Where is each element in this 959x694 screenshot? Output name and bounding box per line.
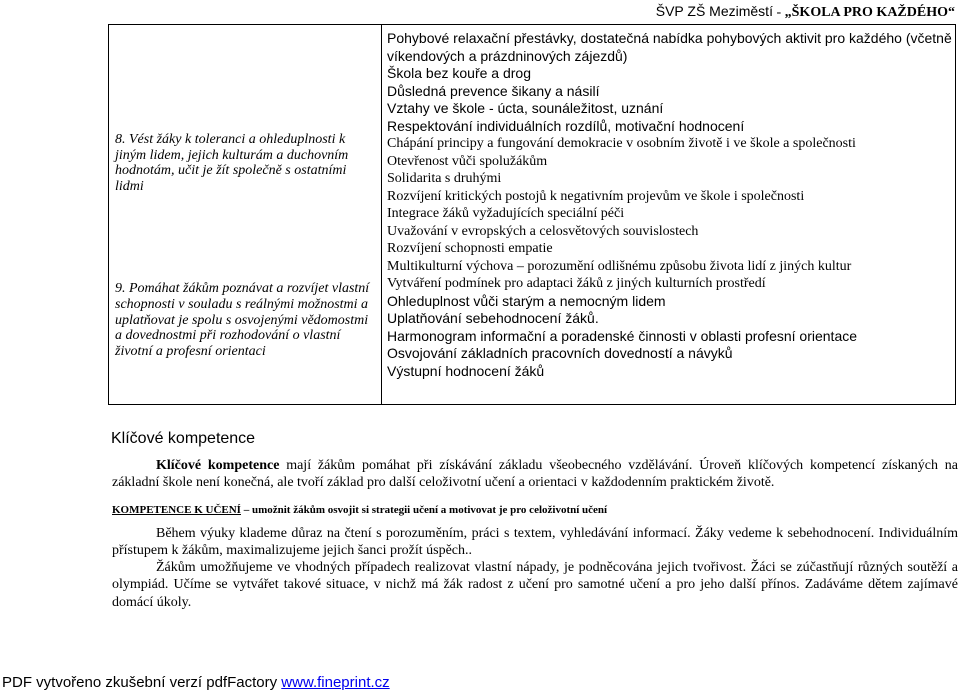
- competence-title: [112, 504, 607, 516]
- footer-link[interactable]: www.fineprint.cz: [281, 674, 390, 691]
- header-separator: -: [772, 5, 785, 20]
- goals-table: [108, 24, 956, 405]
- strategies-list: [387, 25, 955, 404]
- list-item: Rozvíjení schopnosti empatie: [387, 241, 553, 256]
- list-item: Pohybové relaxační přestávky, dostatečná nabídka pohybových aktivit pro každého (včetně: [387, 30, 952, 46]
- intro-paragraph: [112, 457, 958, 492]
- goal-8: 8. Vést žáky k toleranci a ohleduplnosti k jiným lidem, jejich kulturám a duchovním hodnotám, učit je žít společně s ostatními lidmi: [115, 132, 349, 194]
- competence-name: KOMPETENCE K UČENÍ: [112, 504, 241, 516]
- goals-column: [109, 25, 382, 405]
- list-item: Výstupní hodnocení žáků: [387, 362, 545, 379]
- competence-description: – umožnit žákům osvojit si strategii učení a motivovat je pro celoživotní učení: [240, 504, 608, 516]
- paragraph-creativity-text: Žákům umožňujeme ve vhodných případech realizovat vlastní nápady, je podněcována jejich tvořivost. Žáci se zúčastňují různých soutěží a olympiád. Učíme se vytvářet takové situace, v nichž má žák radost z učení pro samotné učení a pro jeho další přínos. Zadáváme dětem zajímavé domácí úkoly.: [112, 560, 958, 610]
- list-item: Uplatňování sebehodnocení žáků.: [387, 310, 599, 326]
- paragraph-creativity: [112, 559, 958, 611]
- intro-bold-term: Klíčové kompetence: [156, 458, 280, 473]
- list-item: Respektování individuálních rozdílů, motivační hodnocení: [387, 117, 745, 134]
- list-item: Otevřenost vůči spolužákům: [387, 153, 548, 169]
- list-item: Osvojování základních pracovních dovedností a návyků: [387, 345, 733, 361]
- list-item: víkendových a prázdninových zájezdů): [387, 47, 628, 64]
- paragraph-reading-text: Během výuky klademe důraz na čtení s porozuměním, práci s textem, vyhledávání informací. Žáky vedeme k sebehodnocení. Individuálním přístupem k žákům, maximalizujeme jejich šanci prožít úspěch..: [112, 526, 958, 559]
- list-item: Chápání principy a fungování demokracie v osobním životě i ve škole a společnosti: [387, 136, 856, 151]
- list-item: Multikulturní výchova – porozumění odlišnému způsobu života lidí z jiných kultur: [387, 258, 852, 274]
- pdf-footer: [2, 674, 390, 691]
- header-school-name: ŠVP ZŠ Meziměstí: [655, 3, 773, 19]
- header-program-name: „ŠKOLA PRO KAŽDÉHO“: [784, 5, 955, 20]
- list-item: Integrace žáků vyžadujících speciální péči: [387, 206, 625, 221]
- strategies-column: [382, 25, 956, 405]
- document-header: [656, 3, 955, 21]
- intro-text: mají žákům pomáhat při získávání základu všeobecného vzdělávání. Úroveň klíčových kompetencí získaných na základní škole není konečná, ale tvoří základ pro další celoživotní učení a orientaci v každodenním praktickém životě.: [112, 458, 959, 491]
- section-heading: Klíčové kompetence: [111, 430, 256, 447]
- list-item: Rozvíjení kritických postojů k negativním projevům ve škole i společnosti: [387, 188, 805, 204]
- list-item: Vztahy ve škole - úcta, sounáležitost, uznání: [387, 100, 664, 116]
- paragraph-reading: [112, 525, 958, 560]
- list-item: Harmonogram informační a poradenské činnosti v oblasti profesní orientace: [387, 327, 858, 344]
- list-item: Uvažování v evropských a celosvětových souvislostech: [387, 223, 699, 239]
- table-row: [109, 25, 956, 405]
- list-item: Solidarita s druhými: [387, 171, 502, 186]
- list-item: Vytváření podmínek pro adaptaci žáků z jiných kulturních prostředí: [387, 276, 766, 291]
- list-item: Škola bez kouře a drog: [387, 65, 531, 81]
- list-item: Důsledná prevence šikany a násilí: [387, 82, 600, 99]
- list-item: Ohleduplnost vůči starým a nemocným lidem: [387, 292, 666, 309]
- footer-text: PDF vytvořeno zkušební verzí pdfFactory: [2, 674, 282, 691]
- goal-9: 9. Pomáhat žákům poznávat a rozvíjet vlastní schopnosti v souladu s reálnými možnostmi a uplatňovat je spolu s osvojenými vědomostmi a dovednostmi při rozhodování o vlastní životní a profesní orientaci: [115, 281, 370, 359]
